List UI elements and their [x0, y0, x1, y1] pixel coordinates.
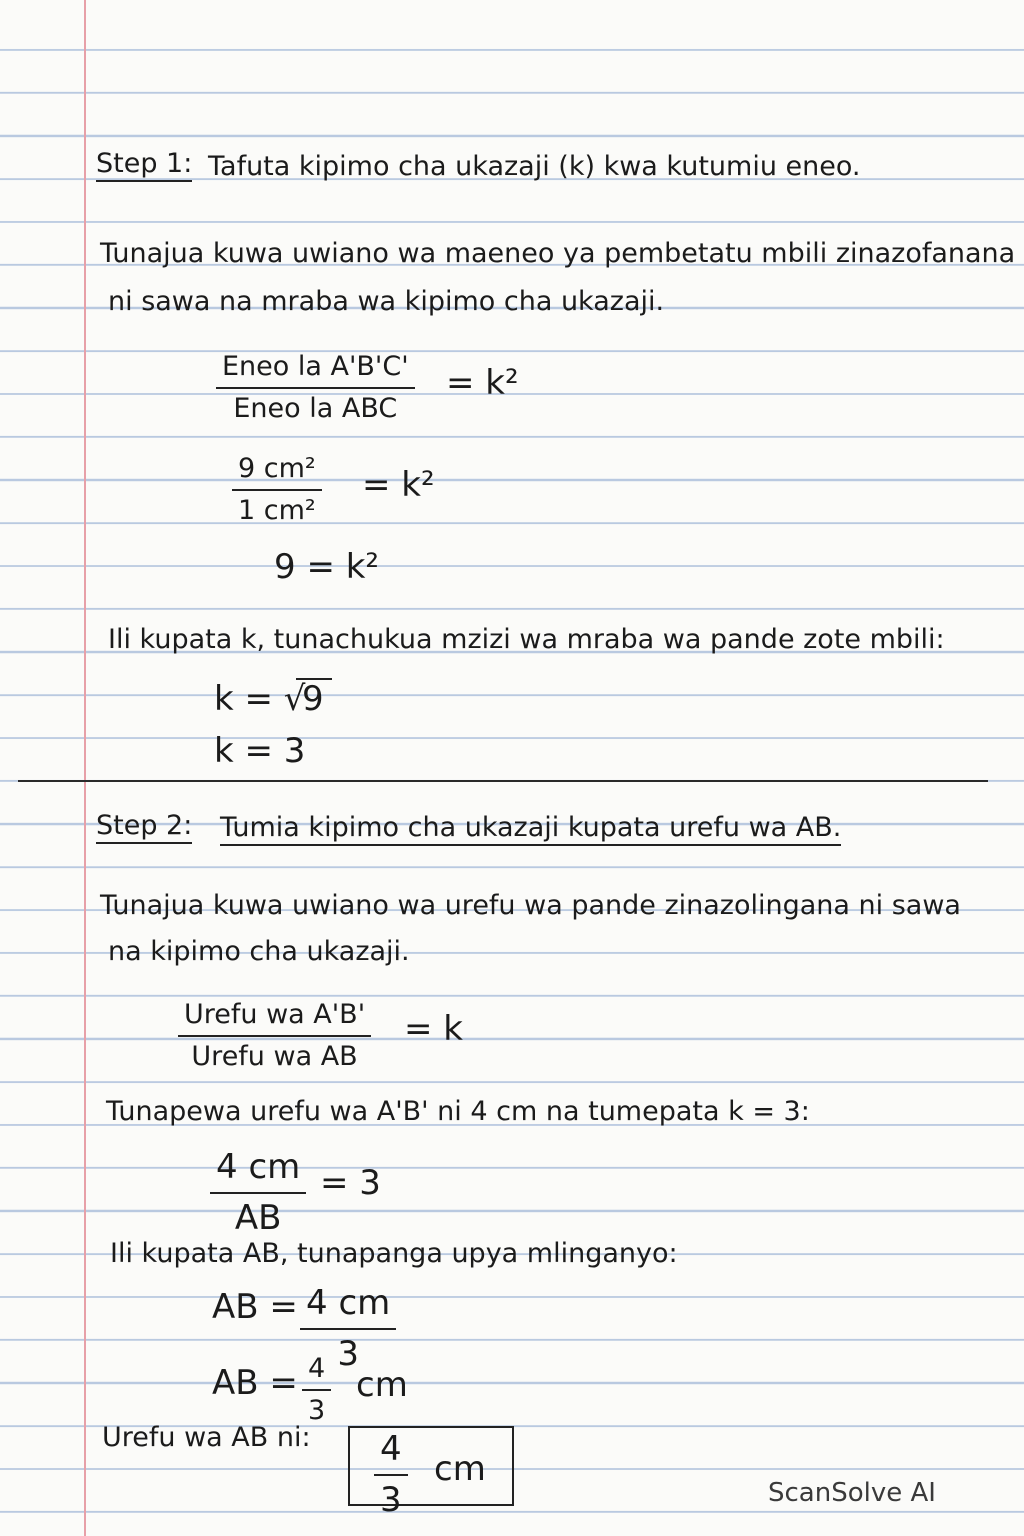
area-values-denominator: 1 cm²: [238, 494, 316, 526]
length-values-fraction: [210, 1146, 306, 1239]
area-ratio-numerator: Eneo la A'B'C': [216, 350, 415, 389]
equals-k-squared-1: = k²: [446, 363, 519, 403]
final-answer-unit: cm: [434, 1449, 486, 1489]
section-divider: [18, 780, 988, 782]
final-answer-fraction: [374, 1428, 408, 1521]
equals-k-squared-2: = k²: [362, 465, 435, 505]
length-values-numerator: 4 cm: [210, 1146, 306, 1194]
ab-fraction-1-denominator: 3: [337, 1333, 359, 1374]
step1-label: Step 1:: [96, 150, 192, 182]
ab-equals-2: AB =: [212, 1363, 298, 1403]
equals-k: = k: [404, 1009, 463, 1049]
area-values-numerator: 9 cm²: [232, 452, 322, 491]
final-answer-denominator: 3: [380, 1479, 402, 1520]
ab-unit: cm: [356, 1365, 408, 1405]
step1-heading: Tafuta kipimo cha ukazaji (k) kwa kutumiu eneo.: [208, 151, 861, 182]
final-answer-numerator: 4: [374, 1428, 408, 1476]
ab-equals-1: AB =: [212, 1287, 298, 1327]
watermark: ScanSolve AI: [768, 1478, 936, 1508]
k-sqrt-lhs: k = √: [214, 679, 306, 719]
length-ratio-numerator: Urefu wa A'B': [178, 998, 371, 1037]
area-ratio-fraction: [216, 350, 415, 426]
step2-paragraph-line1: Tunajua kuwa uwiano wa urefu wa pande zinazolingana ni sawa: [100, 890, 961, 921]
ab-fraction-2-numerator: 4: [302, 1352, 331, 1391]
equals-three: = 3: [320, 1163, 381, 1203]
ab-fraction-1-numerator: 4 cm: [300, 1282, 396, 1330]
answer-label: Urefu wa AB ni:: [102, 1422, 311, 1453]
step2-paragraph-line2: na kipimo cha ukazaji.: [108, 936, 410, 967]
ab-fraction-2: [302, 1352, 331, 1428]
given-values: Tunapewa urefu wa A'B' ni 4 cm na tumepata k = 3:: [106, 1096, 810, 1127]
area-values-fraction: [232, 452, 322, 528]
k-sqrt-radicand: 9: [302, 679, 324, 719]
nine-equals-k-squared: 9 = k²: [274, 547, 380, 587]
step2-label: Step 2:: [96, 812, 192, 844]
final-answer-box: [348, 1426, 514, 1506]
length-ratio-fraction: [178, 998, 371, 1074]
step1-paragraph-line1: Tunajua kuwa uwiano wa maeneo ya pembetatu mbili zinazofanana: [100, 238, 1016, 269]
rearrange-text: Ili kupata AB, tunapanga upya mlinganyo:: [110, 1238, 678, 1269]
step1-paragraph-line2: ni sawa na mraba wa kipimo cha ukazaji.: [108, 286, 665, 317]
sqrt-explanation: Ili kupata k, tunachukua mzizi wa mraba wa pande zote mbili:: [108, 624, 945, 655]
area-ratio-denominator: Eneo la ABC: [233, 392, 398, 424]
length-values-denominator: AB: [234, 1197, 282, 1238]
sqrt-vinculum: [296, 678, 332, 680]
ab-fraction-2-denominator: 3: [308, 1394, 326, 1426]
k-result: k = 3: [214, 731, 306, 771]
step2-heading: Tumia kipimo cha ukazaji kupata urefu wa AB.: [220, 814, 841, 846]
length-ratio-denominator: Urefu wa AB: [191, 1040, 358, 1072]
margin-line: [84, 0, 86, 1536]
